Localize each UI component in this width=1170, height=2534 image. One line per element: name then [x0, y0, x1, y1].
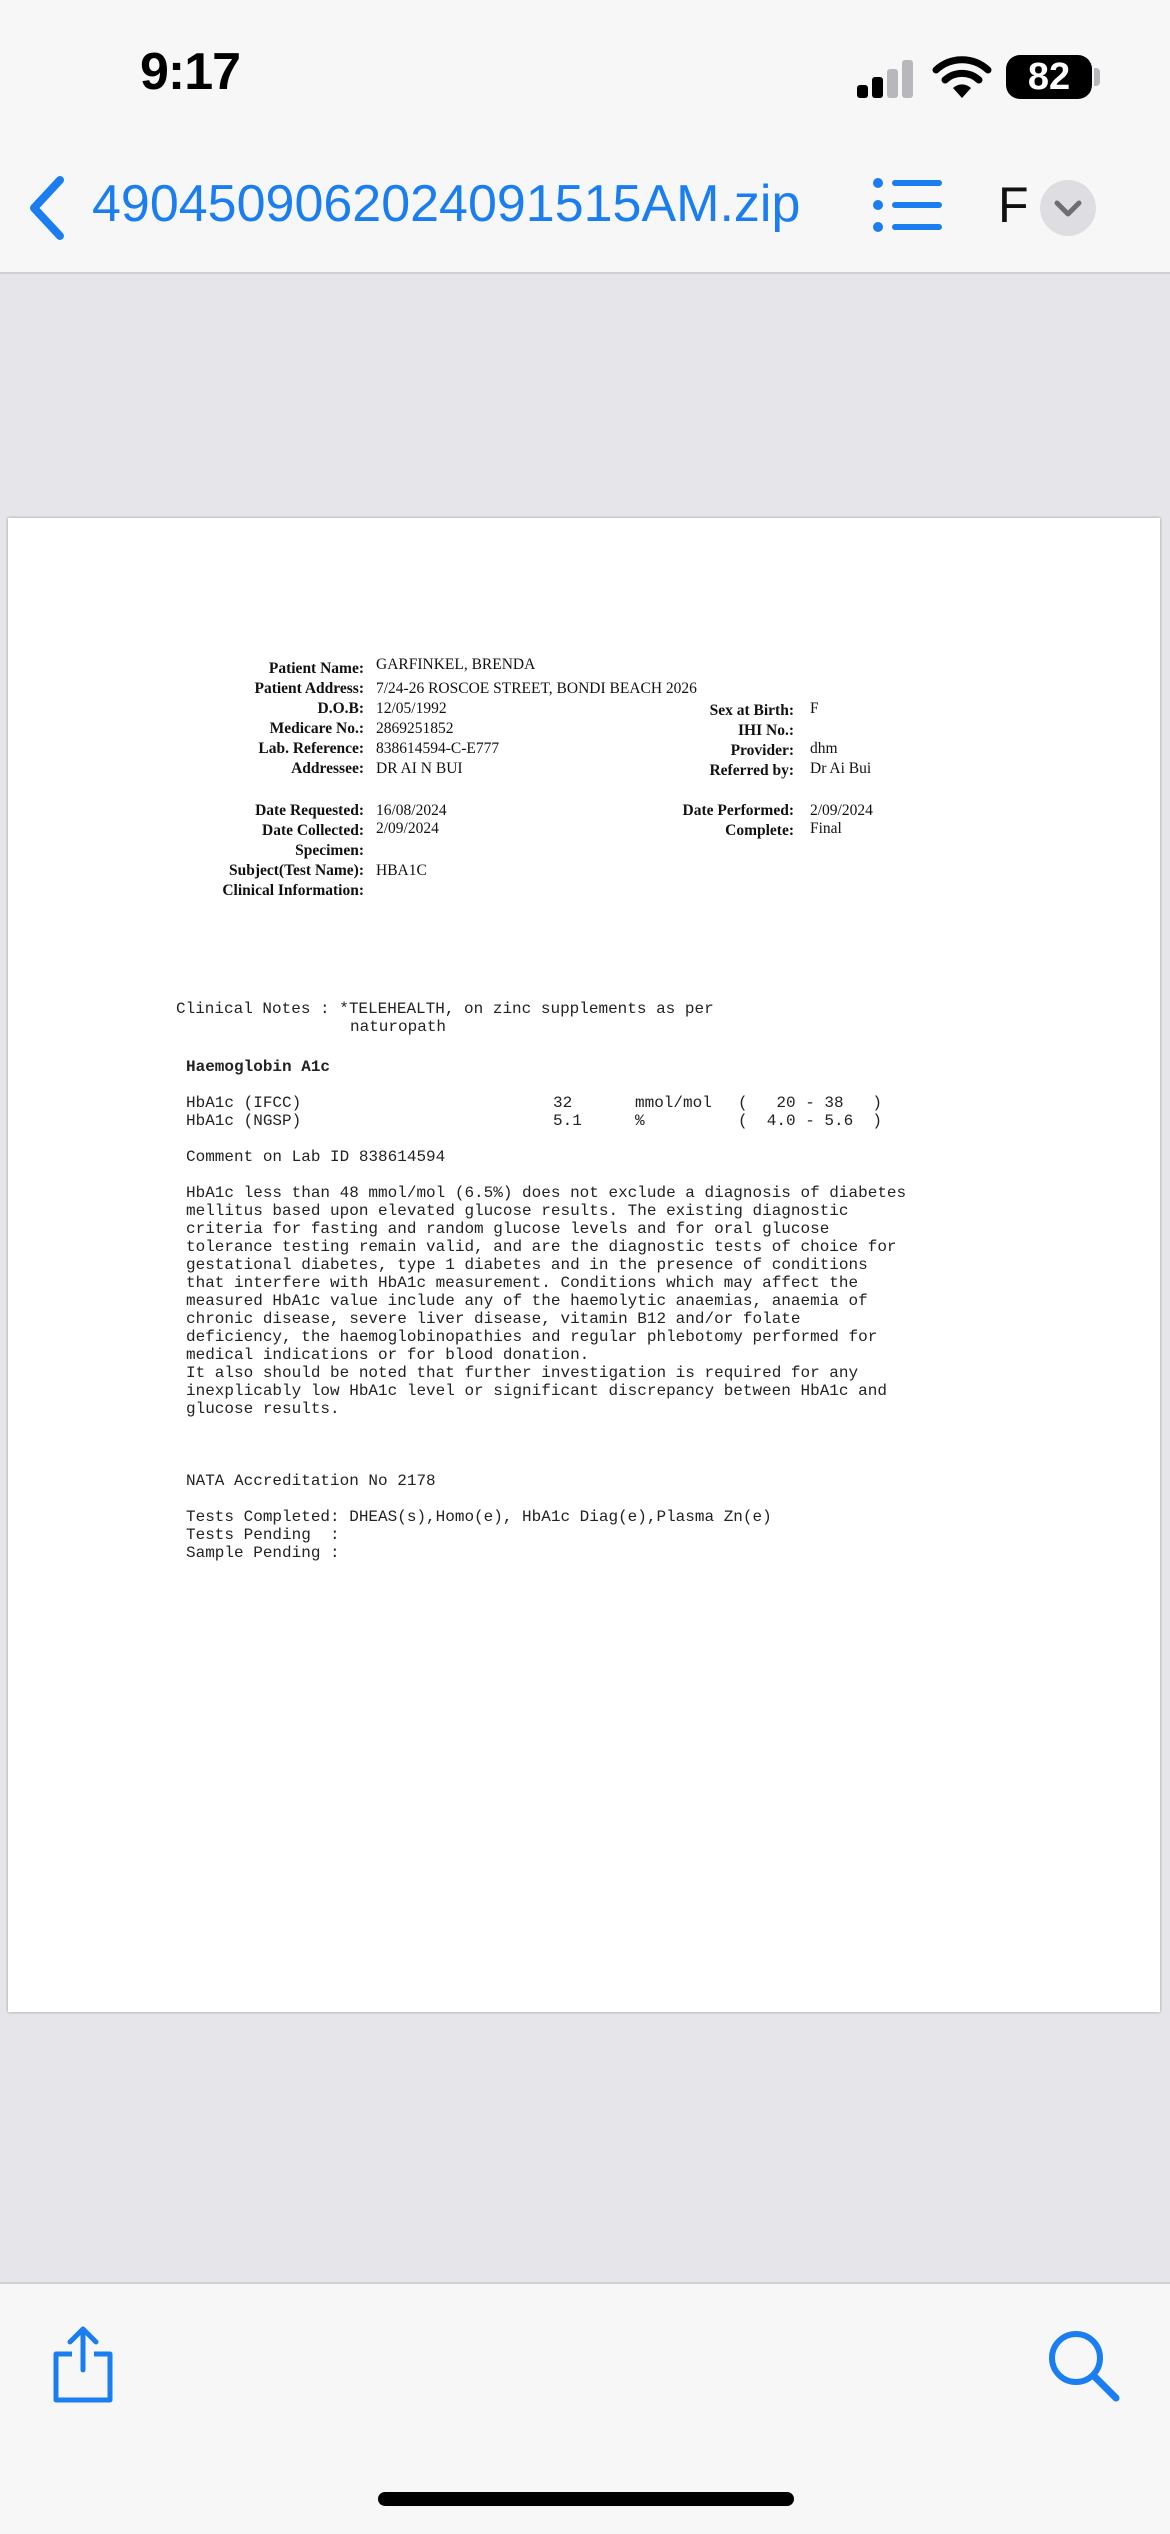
comment-line: tolerance testing remain valid, and are the diagnostic tests of choice for — [186, 1238, 897, 1256]
addressee-label: Addressee: — [291, 760, 364, 777]
battery-nub — [1094, 68, 1100, 86]
dob-value: 12/05/1992 — [376, 700, 447, 717]
patient-name-label: Patient Name: — [268, 660, 364, 677]
addressee-value: DR AI N BUI — [376, 760, 463, 777]
patient-address-value: 7/24-26 ROSCOE STREET, BONDI BEACH 2026 — [376, 680, 697, 697]
medicare-label: Medicare No.: — [269, 720, 364, 737]
home-indicator — [378, 2492, 794, 2506]
result-unit: % — [635, 1112, 645, 1130]
provider-value: dhm — [810, 740, 838, 757]
cellular-signal-icon — [857, 58, 915, 98]
battery-icon: 82 — [1006, 55, 1092, 99]
result-unit: mmol/mol — [635, 1094, 712, 1112]
referred-by-value: Dr Ai Bui — [810, 760, 872, 777]
section-title: Haemoglobin A1c — [186, 1058, 331, 1076]
comment-line: measured HbA1c value include any of the haemolytic anaemias, anaemia of — [186, 1292, 868, 1310]
wifi-icon — [934, 56, 990, 100]
medicare-value: 2869251852 — [376, 720, 454, 737]
sample-pending: Sample Pending : — [186, 1544, 340, 1562]
comment-line: deficiency, the haemoglobinopathies and regular phlebotomy performed for — [186, 1328, 878, 1346]
sex-at-birth-label: Sex at Birth: — [709, 702, 794, 719]
result-value: 5.1 — [553, 1112, 582, 1130]
comment-line: medical indications or for blood donation. — [186, 1346, 590, 1364]
document-page — [8, 518, 1160, 2012]
sex-at-birth-value: F — [810, 700, 819, 717]
comment-line: It also should be noted that further investigation is required for any — [186, 1364, 859, 1382]
comment-line: that interfere with HbA1c measurement. Conditions which may affect the — [186, 1274, 859, 1292]
back-chevron-icon[interactable] — [22, 172, 72, 244]
document-title: 4904509062024091515AM.zip — [92, 175, 801, 233]
result-range: ( 4.0 - 5.6 ) — [738, 1112, 883, 1130]
top-bar — [0, 0, 1170, 274]
patient-name-value: GARFINKEL, BRENDA — [376, 656, 536, 673]
tests-completed: Tests Completed: DHEAS(s),Homo(e), HbA1c Diag(e),Plasma Zn(e) — [186, 1508, 772, 1526]
comment-line: HbA1c less than 48 mmol/mol (6.5%) does not exclude a diagnosis of diabetes — [186, 1184, 907, 1202]
share-icon[interactable] — [48, 2324, 118, 2404]
result-test-name: HbA1c (NGSP) — [186, 1112, 302, 1130]
referred-by-label: Referred by: — [709, 762, 794, 779]
subject-value: HBA1C — [376, 862, 427, 879]
nata-accreditation: NATA Accreditation No 2178 — [186, 1472, 436, 1490]
result-test-name: HbA1c (IFCC) — [186, 1094, 302, 1112]
date-collected-label: Date Collected: — [262, 822, 364, 839]
comment-title: Comment on Lab ID 838614594 — [186, 1148, 446, 1166]
comment-line: criteria for fasting and random glucose levels and for oral glucose — [186, 1220, 830, 1238]
comment-line: mellitus based upon elevated glucose results. The existing diagnostic — [186, 1202, 849, 1220]
patient-address-label: Patient Address: — [254, 680, 364, 697]
more-options-button[interactable] — [1040, 180, 1096, 236]
comment-line: gestational diabetes, type 1 diabetes and in the presence of conditions — [186, 1256, 868, 1274]
clinical-notes-line-1: Clinical Notes : *TELEHEALTH, on zinc supplements as per — [176, 1000, 714, 1018]
comment-line: inexplicably low HbA1c level or significant discrepancy between HbA1c and — [186, 1382, 887, 1400]
result-range: ( 20 - 38 ) — [738, 1094, 883, 1112]
dob-label: D.O.B: — [317, 700, 364, 717]
list-icon[interactable] — [872, 176, 944, 234]
date-collected-value: 2/09/2024 — [376, 820, 439, 837]
chevron-down-icon — [1040, 180, 1096, 236]
search-icon[interactable] — [1046, 2328, 1120, 2402]
comment-line: chronic disease, severe liver disease, vitamin B12 and/or folate — [186, 1310, 801, 1328]
provider-label: Provider: — [730, 742, 794, 759]
bottom-toolbar — [0, 2282, 1170, 2534]
lab-reference-value: 838614594-C-E777 — [376, 740, 500, 757]
subject-label: Subject(Test Name): — [228, 862, 364, 879]
date-requested-value: 16/08/2024 — [376, 802, 447, 819]
date-requested-label: Date Requested: — [255, 802, 364, 819]
lab-reference-label: Lab. Reference: — [258, 740, 364, 757]
result-value: 32 — [553, 1094, 573, 1112]
ihi-label: IHI No.: — [738, 722, 794, 739]
clinical-information-label: Clinical Information: — [222, 882, 364, 899]
date-performed-value: 2/09/2024 — [810, 802, 873, 819]
specimen-label: Specimen: — [295, 842, 364, 859]
status-time: 9:17 — [140, 43, 241, 101]
date-performed-label: Date Performed: — [682, 802, 794, 819]
truncated-button-label[interactable]: F — [998, 177, 1029, 233]
tests-pending: Tests Pending : — [186, 1526, 340, 1544]
clinical-notes-line-2: naturopath — [350, 1018, 447, 1036]
comment-line: glucose results. — [186, 1400, 340, 1418]
complete-label: Complete: — [725, 822, 794, 839]
complete-value: Final — [810, 820, 842, 837]
